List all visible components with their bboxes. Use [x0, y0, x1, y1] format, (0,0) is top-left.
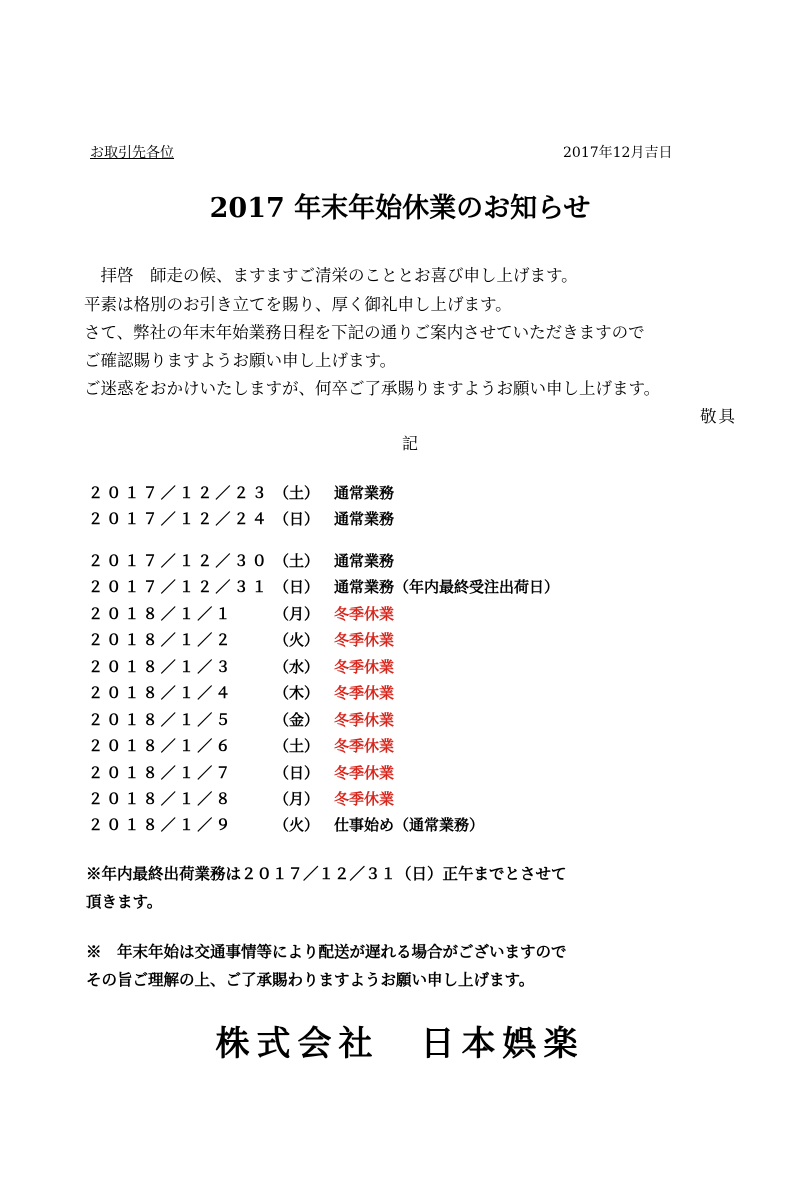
closing-keigu: 敬具 — [700, 407, 737, 426]
schedule-date: ２０１７／１２／２３ — [88, 484, 271, 502]
schedule-weekday: （木） — [274, 684, 320, 702]
document-title: 2017 年末年始休業のお知らせ — [209, 193, 591, 224]
schedule-status: 冬季休業 — [334, 790, 395, 808]
schedule-status: 冬季休業 — [334, 658, 395, 676]
body-line-1: 拝啓 師走の候、ますますご清栄のこととお喜び申し上げます。 — [84, 266, 578, 285]
recipient-label: お取引先各位 — [90, 145, 174, 161]
schedule-date: ２０１７／１２／３０ — [88, 552, 271, 570]
schedule-status: 通常業務 — [334, 552, 395, 570]
schedule-date: ２０１８／１／４ — [88, 684, 234, 702]
note-line-4: その旨ご理解の上、ご了承賜わりますようお願い申し上げます。 — [86, 970, 535, 989]
schedule-weekday: （金） — [274, 711, 320, 729]
schedule-status: 冬季休業 — [334, 737, 395, 755]
schedule-date: ２０１８／１／５ — [88, 711, 234, 729]
schedule-date: ２０１８／１／９ — [88, 816, 234, 834]
schedule-status: 通常業務 — [334, 510, 395, 528]
schedule-status: 冬季休業 — [334, 684, 395, 702]
schedule-weekday: （土） — [274, 552, 320, 570]
schedule-weekday: （火） — [274, 631, 320, 649]
schedule-row — [88, 788, 394, 809]
schedule-row — [88, 709, 394, 730]
schedule-weekday: （水） — [274, 658, 320, 676]
schedule-status: 通常業務（年内最終受注出荷日） — [334, 578, 560, 596]
schedule-row — [88, 603, 394, 624]
schedule-row — [88, 656, 394, 677]
schedule-date: ２０１８／１／８ — [88, 790, 234, 808]
note-line-1: ※年内最終出荷業務は２０１７／１２／３１（日）正午までとさせて — [86, 864, 567, 883]
schedule-weekday: （日） — [274, 764, 320, 782]
schedule-date: ２０１７／１２／２４ — [88, 510, 271, 528]
schedule-status: 冬季休業 — [334, 764, 395, 782]
company-name: 株式会社 日本娯楽 — [215, 1024, 585, 1064]
schedule-status: 冬季休業 — [334, 711, 395, 729]
schedule-weekday: （土） — [274, 484, 320, 502]
schedule-date: ２０１８／１／７ — [88, 764, 234, 782]
schedule-row — [88, 576, 559, 597]
schedule-date: ２０１８／１／１ — [88, 605, 234, 623]
schedule-weekday: （日） — [274, 510, 320, 528]
schedule-row — [88, 482, 394, 503]
schedule-status: 仕事始め（通常業務） — [334, 816, 485, 834]
body-line-3: さて、弊社の年末年始業務日程を下記の通りご案内させていただきますので — [84, 323, 645, 342]
schedule-row — [88, 682, 394, 703]
schedule-row — [88, 814, 484, 835]
ki-label: 記 — [402, 434, 419, 453]
schedule-weekday: （月） — [274, 790, 320, 808]
schedule-weekday: （日） — [274, 578, 320, 596]
schedule-row — [88, 735, 394, 756]
schedule-row — [88, 550, 394, 571]
schedule-status: 通常業務 — [334, 484, 395, 502]
schedule-date: ２０１８／１／６ — [88, 737, 234, 755]
body-line-4: ご確認賜りますようお願い申し上げます。 — [84, 351, 397, 370]
schedule-weekday: （火） — [274, 816, 320, 834]
schedule-row — [88, 762, 394, 783]
schedule-row — [88, 508, 394, 529]
schedule-weekday: （土） — [274, 737, 320, 755]
body-line-5: ご迷惑をおかけいたしますが、何卒ご了承賜りますようお願い申し上げます。 — [84, 379, 661, 398]
schedule-weekday: （月） — [274, 605, 320, 623]
schedule-date: ２０１８／１／２ — [88, 631, 234, 649]
schedule-status: 冬季休業 — [334, 605, 395, 623]
schedule-row — [88, 629, 394, 650]
schedule-date: ２０１８／１／３ — [88, 658, 234, 676]
note-line-3: ※ 年末年始は交通事情等により配送が遅れる場合がございますので — [86, 942, 567, 961]
issue-date: 2017年12月吉日 — [563, 145, 673, 161]
note-line-2: 頂きます。 — [86, 892, 163, 911]
schedule-date: ２０１７／１２／３１ — [88, 578, 271, 596]
body-line-2: 平素は格別のお引き立てを賜り、厚く御礼申し上げます。 — [84, 295, 512, 314]
schedule-status: 冬季休業 — [334, 631, 395, 649]
